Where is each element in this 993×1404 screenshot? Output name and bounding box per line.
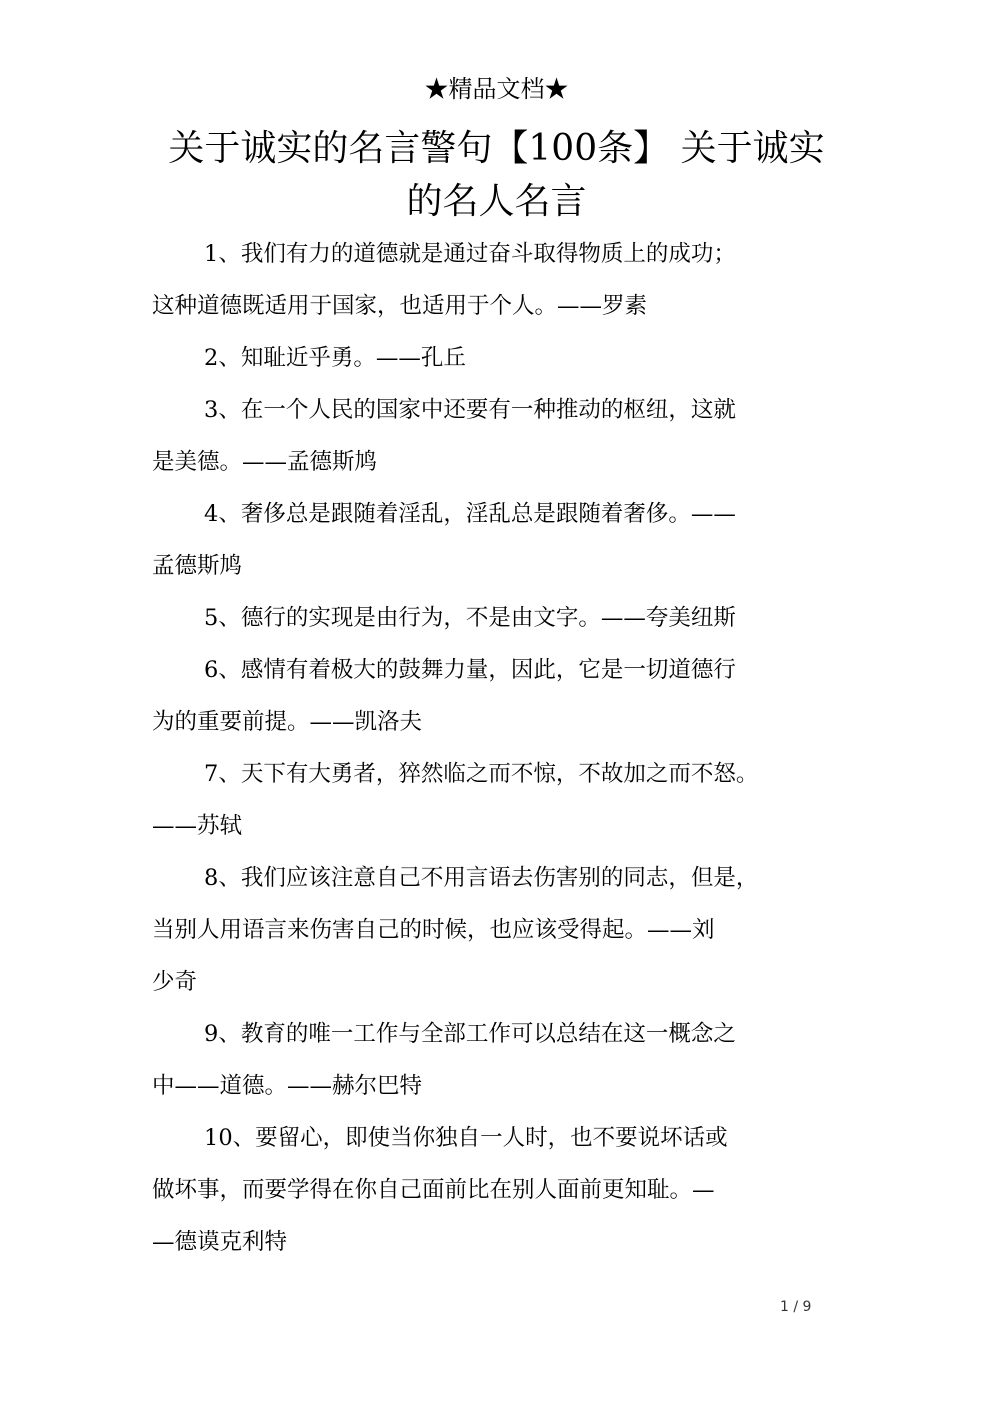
paragraph-line: 6、感情有着极大的鼓舞力量，因此，它是一切道德行 — [204, 657, 736, 683]
document-banner: ★精品文档★ — [424, 75, 569, 103]
quote-list — [152, 228, 842, 1268]
paragraph-line: 8、我们应该注意自己不用言语去伤害别的同志，但是， — [204, 865, 759, 891]
document-title — [150, 122, 843, 228]
paragraph-line: 4、奢侈总是跟随着淫乱，淫乱总是跟随着奢侈。—— — [204, 501, 736, 527]
quote-item-10 — [152, 1112, 842, 1268]
paragraph-line: 7、天下有大勇者，猝然临之而不惊，不故加之而不怒。 — [204, 761, 759, 787]
paragraph-line: 是美德。——孟德斯鸠 — [152, 449, 378, 475]
paragraph-line: 少奇 — [152, 969, 198, 995]
paragraph-line: 孟德斯鸠 — [152, 553, 243, 579]
paragraph-line: 做坏事，而要学得在你自己面前比在别人面前更知耻。— — [152, 1177, 715, 1203]
paragraph-line: 2、知耻近乎勇。——孔丘 — [204, 345, 466, 371]
quote-item-6 — [152, 644, 842, 748]
quote-item-4 — [152, 488, 842, 592]
paragraph-line: 5、德行的实现是由行为，不是由文字。——夸美纽斯 — [204, 605, 736, 631]
title-line-2: 的名人名言 — [406, 181, 587, 222]
paragraph-line: 3、在一个人民的国家中还要有一种推动的枢纽，这就 — [204, 397, 736, 423]
paragraph-line: 当别人用语言来伤害自己的时候，也应该受得起。——刘 — [152, 917, 715, 943]
paragraph-line: 9、教育的唯一工作与全部工作可以总结在这一概念之 — [204, 1021, 736, 1047]
paragraph-line: 这种道德既适用于国家，也适用于个人。——罗素 — [152, 293, 648, 319]
quote-item-3 — [152, 384, 842, 488]
paragraph-line: ——苏轼 — [152, 813, 243, 839]
page-indicator: 1 / 9 — [780, 1299, 812, 1315]
quote-item-2 — [152, 332, 842, 384]
paragraph-line: 1、我们有力的道德就是通过奋斗取得物质上的成功； — [204, 241, 736, 267]
paragraph-line: —德谟克利特 — [152, 1229, 288, 1255]
quote-item-8 — [152, 852, 842, 1008]
quote-item-1 — [152, 228, 842, 332]
quote-item-7 — [152, 748, 842, 852]
paragraph-line: 为的重要前提。——凯洛夫 — [152, 709, 423, 735]
paragraph-line: 10、要留心，即使当你独自一人时，也不要说坏话或 — [204, 1125, 728, 1151]
quote-item-9 — [152, 1008, 842, 1112]
quote-item-5 — [152, 592, 842, 644]
paragraph-line: 中——道德。——赫尔巴特 — [152, 1073, 423, 1099]
title-line-1: 关于诚实的名言警句【100条】 关于诚实 — [168, 128, 825, 169]
